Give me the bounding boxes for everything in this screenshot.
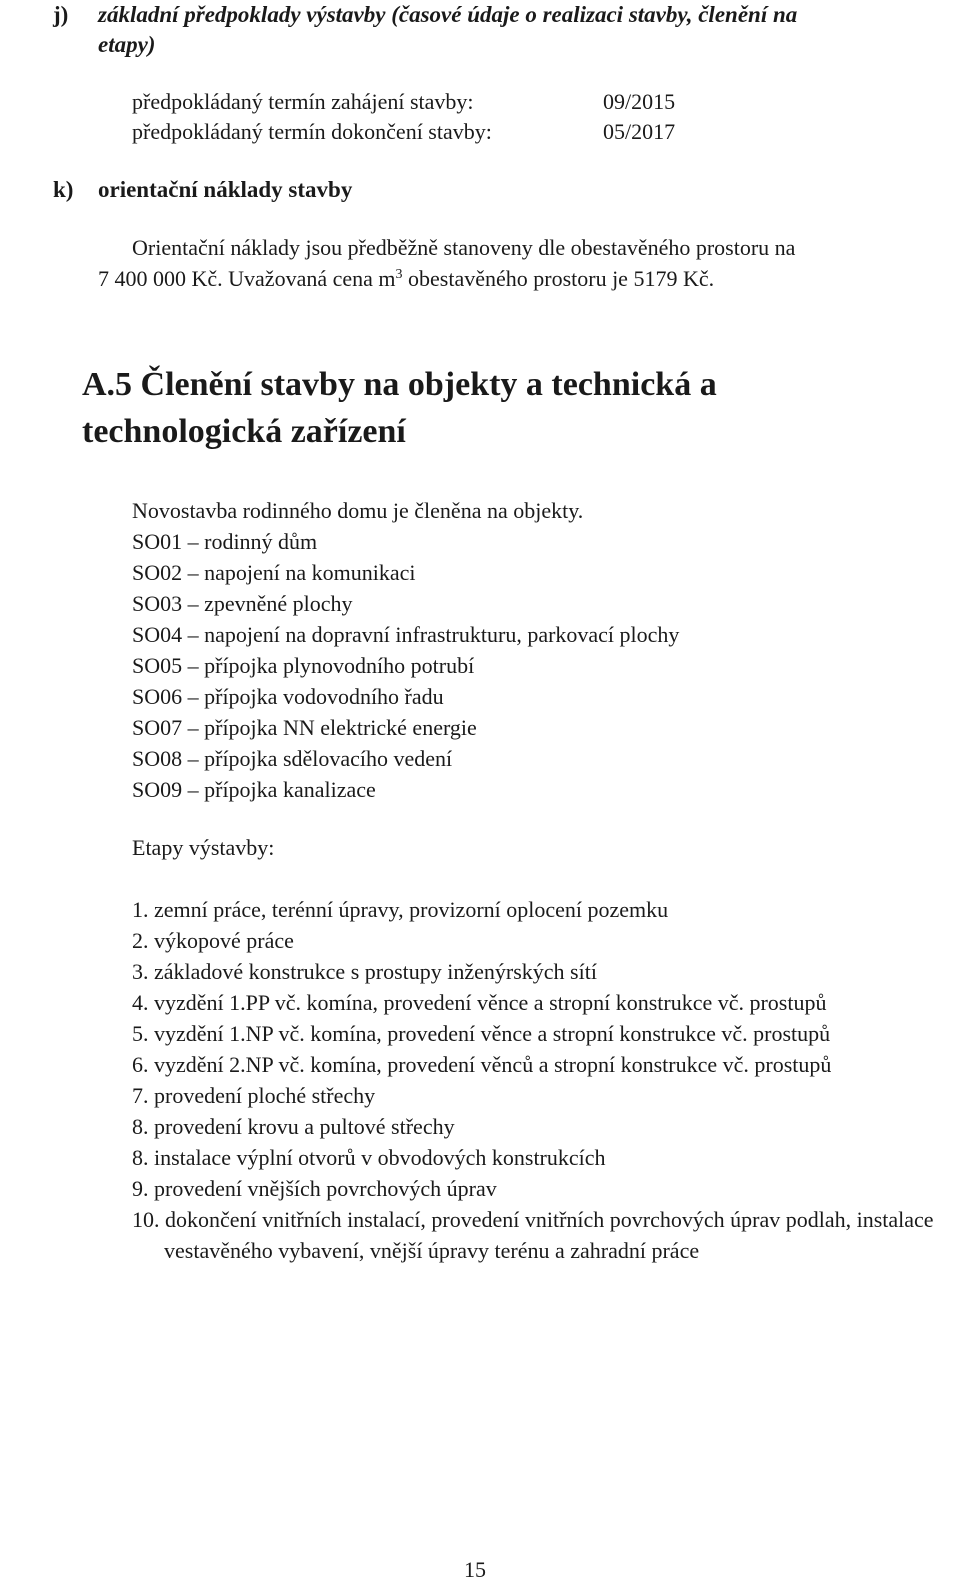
page-number: 15 [464, 1557, 486, 1582]
list-item: 1. zemní práce, terénní úpravy, provizorní oplocení pozemku [132, 897, 669, 922]
list-item: 3. základové konstrukce s prostupy inženýrských sítí [132, 959, 597, 984]
section-k-label: k) [53, 177, 74, 202]
cost-text-post: obestavěného prostoru je 5179 Kč. [402, 266, 715, 291]
section-k-heading: orientační náklady stavby [98, 177, 353, 202]
list-item: 2. výkopové práce [132, 928, 294, 953]
list-item: 4. vyzdění 1.PP vč. komína, provedení věnce a stropní konstrukce vč. prostupů [132, 990, 827, 1015]
etapy-title: Etapy výstavby: [132, 835, 275, 860]
list-item: 7. provedení ploché střechy [132, 1083, 376, 1108]
list-item: SO04 – napojení na dopravní infrastrukturu, parkovací plochy [132, 622, 680, 647]
section-j-label: j) [53, 2, 69, 27]
list-item: 10. dokončení vnitřních instalací, provedení vnitřních povrchových úprav podlah, instalace vestavěného vybavení, vnější úpravy terénu a zahradní práce [132, 1207, 934, 1263]
list-item: SO05 – přípojka plynovodního potrubí [132, 653, 475, 678]
cubic-superscript: 3 [395, 267, 403, 282]
section-a5-heading-line2: technologická zařízení [82, 413, 406, 450]
list-item: 9. provedení vnějších povrchových úprav [132, 1176, 497, 1201]
objects-intro: Novostavba rodinného domu je členěna na objekty. [132, 498, 584, 523]
list-item: 8. instalace výplní otvorů v obvodových konstrukcích [132, 1145, 606, 1170]
end-date-value: 05/2017 [603, 119, 676, 144]
list-item: SO08 – přípojka sdělovacího vedení [132, 746, 453, 771]
list-item: SO03 – zpevněné plochy [132, 591, 353, 616]
cost-paragraph-line1: Orientační náklady jsou předběžně stanoveny dle obestavěného prostoru na [132, 235, 796, 260]
objects-list [132, 526, 679, 805]
start-date-label: předpokládaný termín zahájení stavby: [132, 89, 474, 114]
list-item: 6. vyzdění 2.NP vč. komína, provedení věnců a stropní konstrukce vč. prostupů [132, 1052, 832, 1077]
section-j-heading-line2: etapy) [98, 32, 156, 57]
section-a5-heading-line1: A.5 Členění stavby na objekty a technická a [82, 366, 717, 403]
cost-text-pre: 7 400 000 Kč. Uvažovaná cena m [98, 266, 396, 291]
cost-paragraph-line2 [98, 266, 714, 292]
section-j-heading-line1: základní předpoklady výstavby (časové údaje o realizaci stavby, členění na [98, 2, 798, 27]
list-item: SO01 – rodinný dům [132, 529, 318, 554]
list-item: SO06 – přípojka vodovodního řadu [132, 684, 444, 709]
etapy-list [132, 894, 944, 1266]
list-item: SO09 – přípojka kanalizace [132, 777, 376, 802]
list-item: SO02 – napojení na komunikaci [132, 560, 416, 585]
list-item: SO07 – přípojka NN elektrické energie [132, 715, 477, 740]
end-date-label: předpokládaný termín dokončení stavby: [132, 119, 492, 144]
list-item: 5. vyzdění 1.NP vč. komína, provedení věnce a stropní konstrukce vč. prostupů [132, 1021, 831, 1046]
start-date-value: 09/2015 [603, 89, 676, 114]
list-item: 8. provedení krovu a pultové střechy [132, 1114, 455, 1139]
